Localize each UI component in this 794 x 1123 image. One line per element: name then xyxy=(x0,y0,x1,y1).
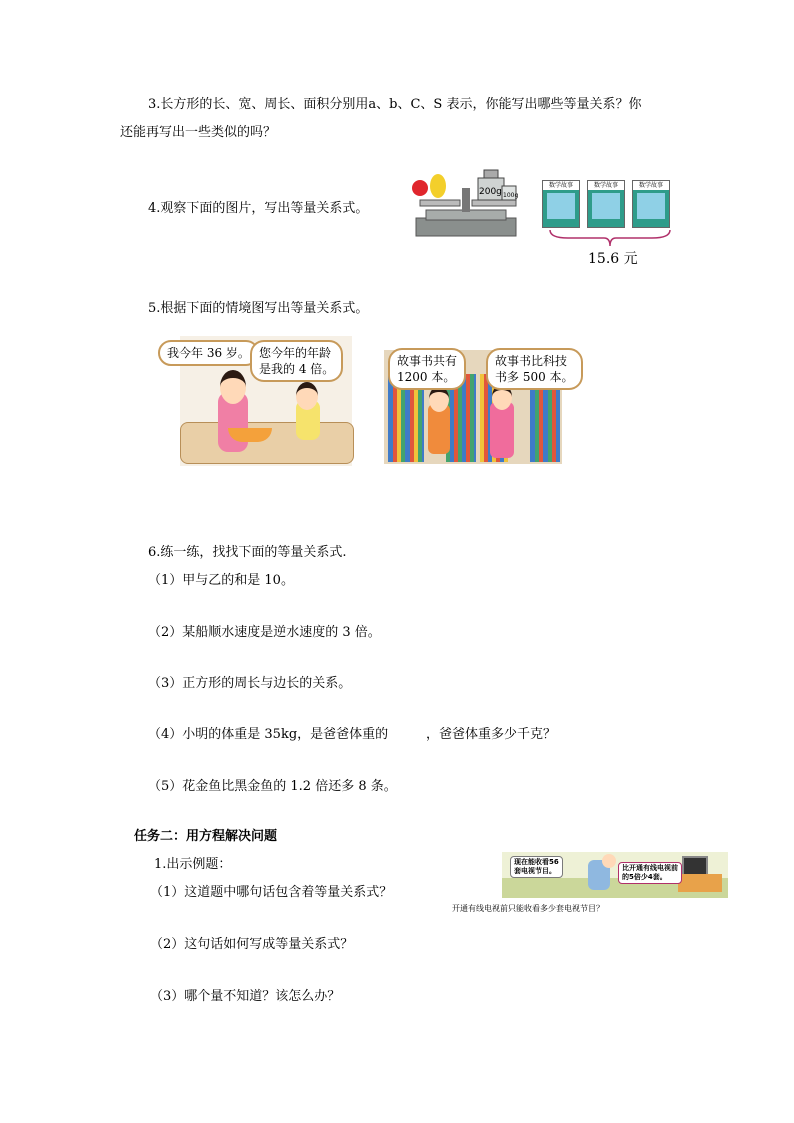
q6-item-2: （2）某船顺水速度是逆水速度的 3 倍。 xyxy=(148,625,381,640)
tv-bubble-left: 现在能收看56 套电视节目。 xyxy=(510,856,563,878)
speech-bubble-boy: 故事书共有 1200 本。 xyxy=(388,348,466,390)
q6-item-5: （5）花金鱼比黑金鱼的 1.2 倍还多 8 条。 xyxy=(148,779,397,794)
speech-bubble-daughter: 您今年的年龄 是我的 4 倍。 xyxy=(250,340,343,382)
storybook-3: 数学故事 xyxy=(632,180,670,228)
speech-bubble-girl: 故事书比科技 书多 500 本。 xyxy=(486,348,583,390)
storybook-2: 数学故事 xyxy=(587,180,625,228)
task2-title: 任务二：用方程解决问题 xyxy=(134,829,278,844)
weight-label-100g: 100g xyxy=(503,192,519,199)
q6-item-4: （4）小明的体重是 35kg，是爸爸体重的 xyxy=(148,727,389,742)
q6-title: 6.练一练，找找下面的等量关系式. xyxy=(148,545,347,560)
task2-q2: （2）这句话如何写成等量关系式？ xyxy=(150,937,354,952)
balance-scale-illustration xyxy=(406,158,526,238)
speech-bubble-mother: 我今年 36 岁。 xyxy=(158,340,259,366)
q6-item-3: （3）正方形的周长与边长的关系。 xyxy=(148,676,352,691)
q6-item-4-end: ，爸爸体重多少千克？ xyxy=(426,727,557,742)
task2-q1: （1）这道题中哪句话包含着等量关系式？ xyxy=(150,885,393,900)
price-brace xyxy=(548,228,672,248)
q3-line2: 还能再写出一些类似的吗？ xyxy=(120,125,277,140)
weight-label-200g: 200g xyxy=(479,187,502,197)
tv-bubble-right: 比开通有线电视前 的5倍少4套。 xyxy=(618,862,682,884)
tv-caption: 开通有线电视前只能收看多少套电视节目？ xyxy=(452,904,604,913)
price-label: 15.6 元 xyxy=(588,251,638,267)
q4-text: 4.观察下面的图片，写出等量关系式。 xyxy=(148,201,369,216)
task2-q3: （3）哪个量不知道？该怎么办？ xyxy=(150,989,341,1004)
q5-text: 5.根据下面的情境图写出等量关系式。 xyxy=(148,301,369,316)
storybook-1: 数学故事 xyxy=(542,180,580,228)
task2-example: 1.出示例题： xyxy=(154,857,232,872)
q3-line1: 3.长方形的长、宽、周长、面积分别用a、b、C、S 表示，你能写出哪些等量关系？你 xyxy=(148,97,642,112)
q6-item-1: （1）甲与乙的和是 10。 xyxy=(148,573,294,588)
